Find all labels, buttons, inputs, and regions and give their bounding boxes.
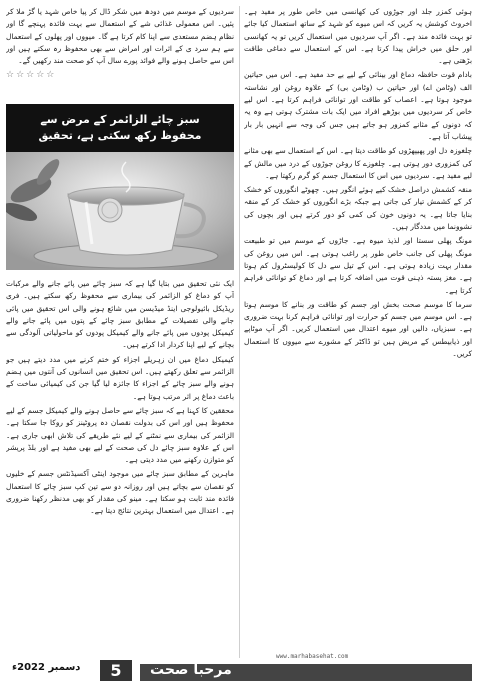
article-paragraph: منقہ کشمش دراصل خشک کیے ہوئے انگور ہیں۔ چھوٹے انگوروں کو خشک کر کے کشمش تیار کی جاتی ہے جبکہ بڑے انگوروں کو خشک کر کے منقہ بنایا جاتا ہے۔ یہ دونوں خون کی کمی کو دور کرتے ہیں اور بچوں کی نشوونما میں مددگار ہیں۔ — [244, 185, 472, 232]
headline-line-1: سبز چائے الزائمر کے مرض سے — [40, 113, 200, 126]
issue-date: دسمبر 2022ء — [12, 662, 81, 673]
article-paragraph: چلغوزہ دل اور پھیپھڑوں کو طاقت دیتا ہے۔ اس کے استعمال سے بھی مثانے کی کمزوری دور ہوتی ہے۔ چلغوزے کا روغن جوڑوں کے درد میں مالش کے لیے مفید ہے۔ سردیوں میں اس کا استعمال جسم کو گرم رکھتا ہے۔ — [244, 146, 472, 180]
column-divider — [239, 6, 240, 658]
page-footer — [0, 653, 479, 681]
headline-line-2: محفوظ رکھ سکتی ہے، تحقیق — [38, 129, 202, 142]
article-paragraph: مونگ پھلی سستا اور لذیذ میوہ ہے۔ جاڑوں کے موسم میں تو طبیعت مونگ پھلی کی جانب خاص طور پر راغب ہوتی ہے۔ اس میں روغن کی مقدار بہت زیادہ ہوتی ہے۔ اس کے تیل سے دل کا کولیسٹرول کم ہوتا ہے۔ مغز پستہ ذہنی قوت میں اضافہ کرتا ہے اور دماغ کو توانائی فراہم کرتا ہے۔ — [244, 236, 472, 295]
magazine-logo: مرحبا صحت — [150, 662, 232, 678]
left-article-column-top — [6, 6, 234, 96]
article-paragraph: ماہرین کے مطابق سبز چائے میں موجود اینٹی آکسیڈنٹس جسم کے خلیوں کو نقصان سے بچاتے ہیں اور روزانہ دو سے تین کپ سبز چائے کا استعمال فائدہ مند ثابت ہو سکتا ہے۔ مینو کی مقدار کو بھی مدنظر رکھنا ضروری ہے۔ اعتدال میں استعمال بہترین نتائج دیتا ہے۔ — [6, 469, 234, 516]
article-paragraph: سرما کا موسم صحت بخش اور جسم کو طاقت ور بنانے کا موسم ہوتا ہے۔ اس موسم میں جسم کو حرارت اور توانائی فراہم کرنا بہت ضروری ہے۔ سبزیاں، دالیں اور میوے اعتدال میں استعمال کریں۔ اگر آپ موٹاپے اور ذیابیطس کے مریض ہیں تو ڈاکٹر کے مشورے سے میووں کا استعمال کریں۔ — [244, 299, 472, 359]
article-paragraph: کیمیکل دماغ میں ان زہریلے اجزاء کو ختم کرنے میں مدد دیتے ہیں جو الزائمر سے تعلق رکھتے ہیں۔ اس تحقیق میں انسانوں کی آنتوں میں ہضم ہونے والے سبز چائے کے اجزاء کا جائزہ لیا گیا جن کی کیمیائی ساخت کے باعث دماغ پر اثر مرتب ہوتا ہے۔ — [6, 354, 234, 401]
page-number: 5 — [100, 660, 132, 681]
left-article-column-bottom — [6, 278, 234, 656]
green-tea-headline — [6, 104, 234, 152]
article-paragraph: محققین کا کہنا ہے کہ سبز چائے سے حاصل ہونے والے کیمیکل جسم کے لیے محفوظ ہیں اور اس کی بدولت نقصان دہ پروٹینز کو روکا جا سکتا ہے۔ الزائمر کی بیماری سے نمٹنے کے لیے نئے طریقے کی تلاش ابھی جاری ہے۔ اس کے علاوہ سبز چائے دل کی صحت کے لیے بھی مفید ہے اور بلڈ پریشر کو متوازن رکھنے میں مدد دیتی ہے۔ — [6, 405, 234, 465]
article-paragraph: ایک نئی تحقیق میں بتایا گیا ہے کہ سبز چائے میں پائے جانے والے مرکبات آپ کو دماغ کو الزائمر کی بیماری سے محفوظ رکھ سکتے ہیں۔ فری ریڈیکل بائیولوجی اینڈ میڈیسن میں شائع ہونے والی اس تحقیق میں پائی جانے والی تفصیلات کے مطابق سبز چائے کے پتوں میں پائے جانے والے کیمیکل پودوں میں پائے جانے والے کیمیکل پودوں کو ماحولیاتی آلودگی سے بچانے کے لیے اپنا کردار ادا کرتے ہیں۔ — [6, 279, 234, 350]
right-article-column — [244, 6, 472, 656]
green-tea-photo — [6, 152, 234, 270]
article-paragraph: ہوئی کمزر جلد اور جوڑوں کی کھانسی میں خاص طور پر مفید ہے۔ اخروٹ کوشش یہ کریں کہ اس میوے کو شہد کے ساتھ استعمال کیا جائے تو بہت فائدہ مند ہے۔ اگر آپ سردیوں میں استعمال کریں تو یہ کھانسی اور حلق میں خراش پیدا کرتا ہے۔ اس کے استعمال سے دماغی طاقت بڑھتی ہے۔ — [244, 7, 472, 66]
website-url[interactable]: www.marhabasehat.com — [276, 653, 349, 660]
article-paragraph: بادام قوت حافظہ دماغ اور بینائی کے لیے بے حد مفید ہے۔ اس میں حیاتین الف (وٹامن اے) اور حیاتین ب (وٹامن بی) کے علاوہ روغن اور نشاستہ موجود ہوتا ہے۔ اعصاب کو طاقت اور توانائی فراہم کرتا ہے۔ اس لیے خاص کر سردیوں میں بوڑھے افراد میں ایک بات مشترک ہوتی ہے وہ یہ کہ دونوں کے مثانے کمزور ہو جاتے ہیں جس کی وجہ سے انہیں بار بار پیشاب آتا ہے۔ — [244, 70, 472, 141]
separator-stars: ☆☆☆☆☆ — [6, 70, 57, 81]
article-paragraph: سردیوں کے موسم میں دودھ میں شکر ڈال کر پیا خاص شہد یا گڑ ملا کر پئیں۔ اس معمولی غذائی شے کے استعمال سے بہت فائدہ پہنچے گا اور نظام ہضم مستعدی سے اپنا کام کرتا ہے گا۔ میووں اور پھلوں کے استعمال سے ہم سرد ی کے اثرات اور امراض سے بھی محفوظ رہ سکتے ہیں اور اس سے حاصل ہونے والے فوائد پورے سال آپ کو صحت مند رکھیں گے۔ — [6, 7, 234, 66]
